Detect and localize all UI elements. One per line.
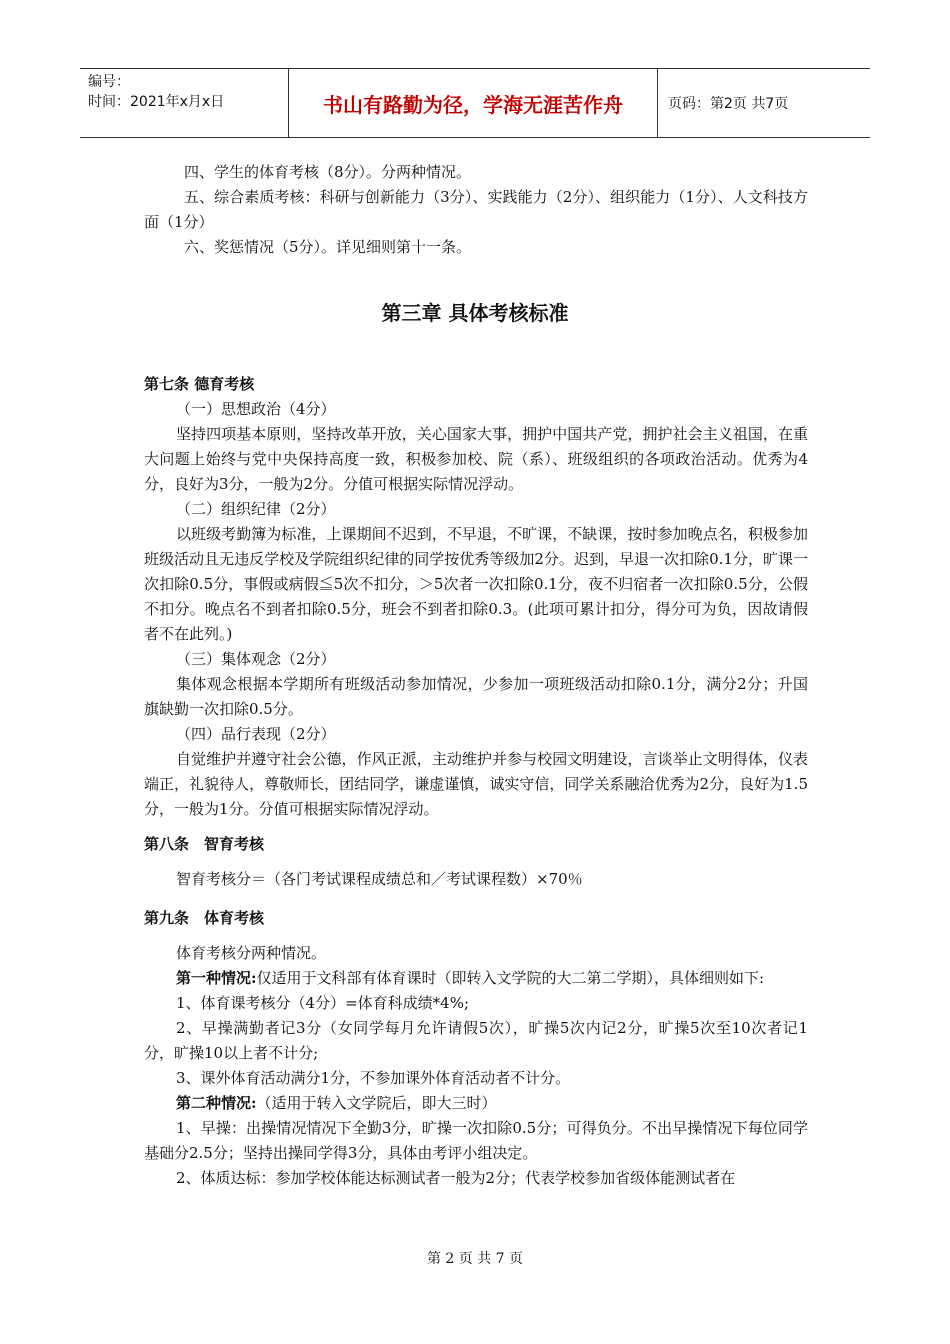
case-1-text: 仅适用于文科部有体育课时（即转入文学院的大二第二学期），具体细则如下: [256, 969, 765, 987]
article-7-s3-title: （三）集体观念（2分） [176, 650, 336, 668]
case-2-label: 第二种情况: [176, 1094, 257, 1112]
case-1-item-1: 1、体育课考核分（4分）=体育科成绩*4%; [176, 994, 470, 1012]
article-8-heading: 第八条 智育考核 [144, 835, 265, 853]
case-1-label: 第一种情况: [176, 969, 257, 987]
article-7-heading: 第七条 德育考核 [144, 375, 255, 393]
time-label: 时间：2021年x月x日 [88, 94, 225, 110]
case-1-item-3: 3、课外体育活动满分1分，不参加课外体育活动者不计分。 [176, 1069, 571, 1087]
header-meta [80, 69, 289, 137]
case-2-text: （适用于转入文学院后，即大三时） [256, 1094, 497, 1112]
page-header [80, 68, 870, 138]
page-footer: 第 2 页 共 7 页 [426, 1251, 524, 1267]
article-9 [144, 906, 808, 1191]
intro-section [144, 160, 808, 260]
article-8-formula: 智育考核分＝（各门考试课程成绩总和／考试课程数）×70％ [176, 870, 583, 888]
case-2-item-2: 2、体质达标：参加学校体能达标测试者一般为2分；代表学校参加省级体能测试者在 [176, 1169, 736, 1187]
header-page-label: 页码：第2页 共7页 [668, 96, 789, 112]
article-7-s4-title: （四）品行表现（2分） [176, 725, 336, 743]
case-2-item-1: 1、早操：出操情况情况下全勤3分，旷操一次扣除0.5分；可得负分。不出早操情况下每位同学基础分2.5分；坚持出操同学得3分，具体由考评小组决定。 [144, 1119, 808, 1162]
article-7-s4-text: 自觉维护并遵守社会公德，作风正派，主动维护并参与校园文明建设，言谈举止文明得体，仪表端正，礼貌待人，尊敬师长，团结同学，谦虚谨慎，诚实守信，同学关系融洽优秀为2分，良好为1.5分，一般为1分。分值可根据实际情况浮动。 [144, 750, 808, 818]
article-7-s1-title: （一）思想政治（4分） [176, 400, 336, 418]
article-7 [144, 372, 808, 822]
article-9-heading: 第九条 体育考核 [144, 909, 265, 927]
case-1-item-2: 2、早操满勤者记3分（女同学每月允许请假5次），旷操5次内记2分，旷操5次至10次者记1分，旷操10以上者不计分; [144, 1019, 808, 1062]
chapter-title: 第三章 具体考核标准 [381, 301, 569, 325]
article-7-s2-text: 以班级考勤簿为标准，上课期间不迟到，不早退，不旷课，不缺课，按时参加晚点名，积极参加班级活动且无违反学校及学院组织纪律的同学按优秀等级加2分。迟到，早退一次扣除0.1分，旷课一次扣除0.5分，事假或病假≦5次不扣分，＞5次者一次扣除0.1分，夜不归宿者一次扣除0.5分，公假不扣分。晚点名不到者扣除0.5分，班会不到者扣除0.3。(此项可累计扣分，得分可为负，因故请假者不在此列。) [144, 525, 808, 643]
article-7-s2-title: （二）组织纪律（2分） [176, 500, 336, 518]
intro-item-4: 四、学生的体育考核（8分）。分两种情况。 [184, 163, 472, 181]
intro-item-6: 六、奖惩情况（5分）。详见细则第十一条。 [184, 238, 472, 256]
number-label: 编号： [88, 74, 130, 90]
intro-item-5: 五、综合素质考核：科研与创新能力（3分）、实践能力（2分）、组织能力（1分）、人文科技方面（1分） [144, 188, 808, 231]
article-7-s1-text: 坚持四项基本原则，坚持改革开放，关心国家大事，拥护中国共产党，拥护社会主义祖国，在重大问题上始终与党中央保持高度一致，积极参加校、院（系）、班级组织的各项政治活动。优秀为4分，良好为3分，一般为2分。分值可根据实际情况浮动。 [144, 425, 808, 493]
article-9-intro: 体育考核分两种情况。 [176, 944, 327, 962]
article-9-case-1 [144, 966, 808, 991]
article-9-case-2 [144, 1091, 808, 1116]
header-motto: 书山有路勤为径，学海无涯苦作舟 [289, 69, 658, 137]
article-7-s3-text: 集体观念根据本学期所有班级活动参加情况，少参加一项班级活动扣除0.1分，满分2分；升国旗缺勤一次扣除0.5分。 [144, 675, 808, 718]
article-8 [144, 832, 808, 892]
